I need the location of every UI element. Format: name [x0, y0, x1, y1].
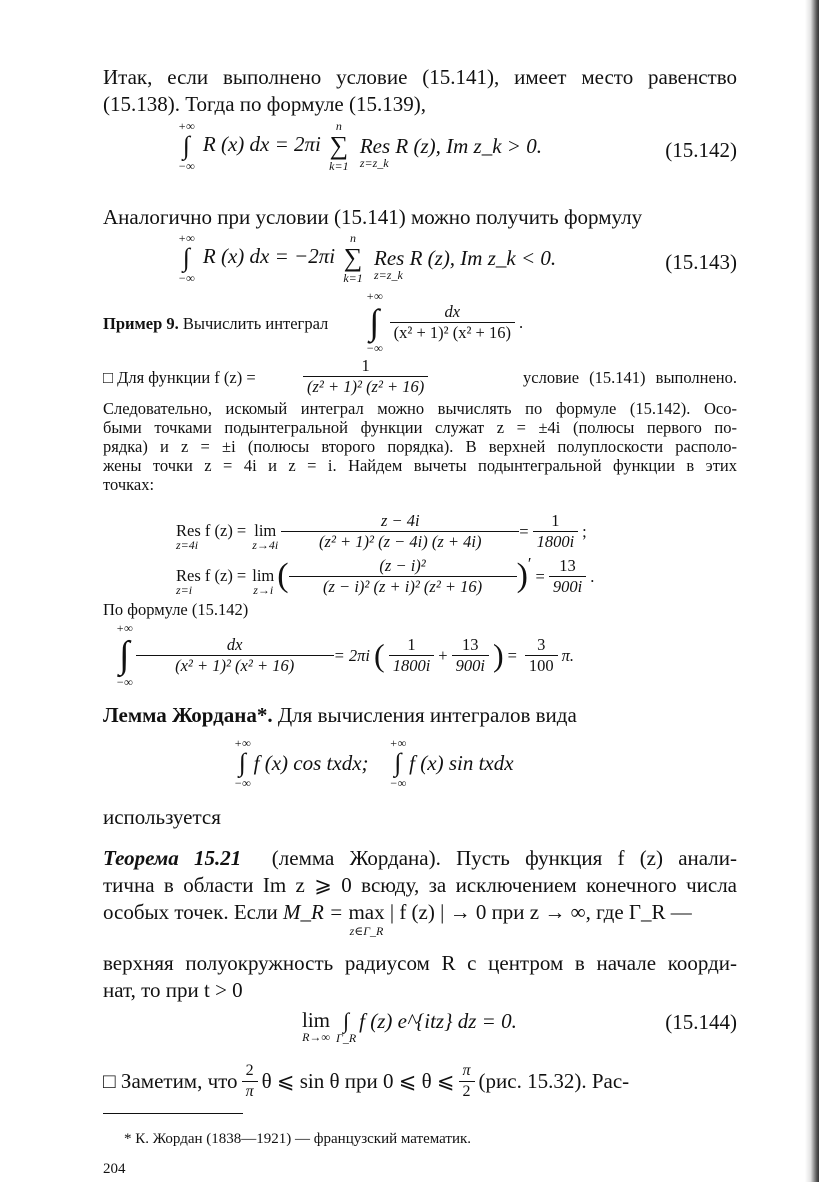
theorem-line-5: нат, то при t > 0 — [103, 978, 243, 1002]
integral-sign: +∞ ∫ −∞ — [178, 231, 195, 285]
solution-line: Следовательно, искомый интеграл можно вычислять по формуле (15.142). Осо- — [103, 399, 737, 418]
lemma-heading: Лемма Жордана*. Для вычисления интегралов вида — [103, 703, 577, 727]
theorem-line-4: верхняя полуокружность радиусом R с центром в начале коорди- — [103, 951, 737, 975]
sum-sign: n ∑ k=1 — [343, 231, 363, 285]
integral-sign: +∞ ∫ −∞ — [366, 289, 383, 355]
integral-sign: +∞ ∫ −∞ — [116, 621, 133, 689]
solution-start: □ Для функции f (z) = $\frac{1}{\text{(z² + 1)² (z² + 16)}}$ условие (15.141) выполнено. — [103, 356, 737, 396]
residue-i: Res f (z) = z=i lim z→i ( $\frac{\text{(z − i)²}}{\text{(z − i)² (z + i)² (z² + 16)}}$ ) ′ = $\frac{13}{900i}$ . — [176, 554, 595, 598]
equation-number: (15.144) — [665, 1010, 737, 1034]
residue-4i: Res f (z) = z=4i lim z→4i $\frac{z - 4i}{\text{(z² + 1)² (z − 4i) (z + 4i)}}$ = $\frac{1}{1800i}$ ; — [176, 510, 587, 553]
equation-15-142: +∞ ∫ −∞ R (x) dx = 2πi n ∑ k=1 Res R (z), Im z_k > 0. z=z_k (15.142) — [178, 119, 737, 173]
example-9: Пример 9. Вычислить интеграл +∞ ∫ −∞ $\frac{dx}{\text{(x² + 1)² (x² + 16)}}$ . — [103, 289, 524, 355]
page-number: 204 — [103, 1161, 126, 1177]
equation-15-144: lim R→∞ ∫ Γ_R f (z) e^{itz} dz = 0. (15.144) — [302, 1008, 737, 1045]
solution-line: быми точками подынтегральной функции служат z = ±4i (полюсы первого по- — [103, 418, 737, 437]
theorem-line-2: тична в области Im z ⩾ 0 всюду, за исключением конечного числа — [103, 873, 737, 897]
equation-number: (15.143) — [665, 250, 737, 274]
solution-line: рядка) и z = ±i (полюсы второго порядка). В верхней полуплоскости располо- — [103, 437, 737, 456]
theorem-line-3: особых точек. Если M_R = max z∈Γ_R | f (z) | → 0 при z → ∞, где Γ_R — — [103, 900, 692, 938]
integral-sign: +∞ ∫ −∞ — [234, 736, 251, 790]
theorem-line-1: Теорема 15.21 (лемма Жордана). Пусть функция f (z) анали- — [103, 846, 738, 870]
remark: □ Заметим, что $\frac{2}{\pi}$ θ ⩽ sin θ при 0 ⩽ θ ⩽ $\frac{\pi}{2}$ (рис. 15.32). Рас- — [103, 1061, 630, 1100]
intro-line-1: Итак, если выполнено условие (15.141), имеет место равенство — [103, 65, 737, 89]
equation-15-143: +∞ ∫ −∞ R (x) dx = −2πi n ∑ k=1 Res R (z), Im z_k < 0. z=z_k (15.143) — [178, 231, 737, 285]
result-equation: +∞ ∫ −∞ $\frac{dx}{\text{(x² + 1)² (x² + 16)}}$ = 2πi ( $\frac{1}{1800i}$ + $\frac{13}{900i}$ ) = $\frac{3}{100}$ π. — [116, 621, 575, 689]
used-text: используется — [103, 805, 221, 829]
footnote: * К. Жордан (1838—1921) — французский математик. — [124, 1131, 472, 1147]
equation-number: (15.142) — [665, 138, 737, 162]
integral-sign: +∞ ∫ −∞ — [178, 119, 195, 173]
sum-sign: n ∑ k=1 — [329, 119, 349, 173]
analog-text: Аналогично при условии (15.141) можно получить формулу — [103, 205, 643, 229]
by-formula-text: По формуле (15.142) — [103, 600, 249, 619]
integral-sign: +∞ ∫ −∞ — [389, 736, 407, 790]
lemma-integrals: +∞ ∫ −∞ f (x) cos txdx; +∞ ∫ −∞ f (x) sin txdx — [234, 736, 514, 790]
scan-edge-shadow — [805, 0, 819, 1182]
solution-line: жены точки z = 4i и z = i. Найдем вычеты подынтегральной функции в этих — [103, 456, 737, 475]
intro-line-2: (15.138). Тогда по формуле (15.139), — [103, 92, 426, 116]
solution-line: точках: — [103, 475, 155, 494]
footnote-rule — [103, 1113, 243, 1114]
